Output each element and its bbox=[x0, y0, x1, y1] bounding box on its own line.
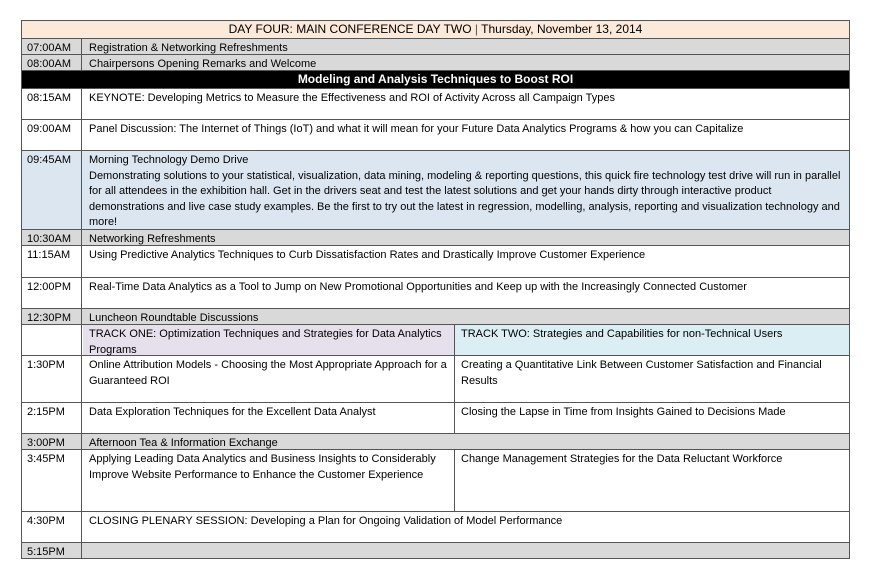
day-date: Thursday, November 13, 2014 bbox=[481, 22, 643, 36]
track-two-session: Change Management Strategies for the Data Reluctant Workforce bbox=[461, 453, 783, 465]
row-1330 bbox=[21, 356, 850, 403]
row-text: KEYNOTE: Developing Metrics to Measure the Effectiveness and ROI of Activity Across all Campaign Types bbox=[89, 92, 615, 104]
row-text: Registration & Networking Refreshments bbox=[89, 42, 288, 54]
header-separator: | bbox=[474, 22, 482, 36]
row-text bbox=[83, 543, 849, 558]
row-description: Demonstrating solutions to your statistical, visualization, data mining, modeling & reporting questions, this quick fire technology test drive will run in parallel for all attendees in the exhibition hall. Get in the drivers seat and test the latest solutions and get your hands dirty through interactive product demonstrations and live case study examples. Be the first to try out the latest in regression, modelling, analysis, reporting and visualization technology and more! bbox=[89, 169, 841, 228]
row-1030 bbox=[21, 230, 850, 246]
row-text: Real-Time Data Analytics as a Tool to Jump on New Promotional Opportunities and Keep up with the Increasingly Connected Customer bbox=[89, 281, 747, 293]
row-text: CLOSING PLENARY SESSION: Developing a Plan for Ongoing Validation of Model Performance bbox=[89, 515, 563, 527]
track-two-session: Closing the Lapse in Time from Insights Gained to Decisions Made bbox=[461, 406, 786, 418]
row-time: 12:00PM bbox=[22, 278, 82, 308]
row-time: 5:15PM bbox=[22, 543, 82, 558]
row-time: 3:45PM bbox=[22, 450, 82, 511]
row-text: Chairpersons Opening Remarks and Welcome bbox=[89, 58, 317, 70]
row-time: 2:15PM bbox=[22, 403, 82, 433]
row-1630 bbox=[21, 512, 850, 543]
day-title: DAY FOUR: MAIN CONFERENCE DAY TWO bbox=[228, 22, 472, 36]
row-time: 09:45AM bbox=[22, 151, 82, 229]
track-one-session: Online Attribution Models - Choosing the Most Appropriate Approach for a Guaranteed ROI bbox=[83, 356, 455, 402]
row-text: Networking Refreshments bbox=[89, 233, 216, 245]
row-text: Using Predictive Analytics Techniques to Curb Dissatisfaction Rates and Drastically Improve Customer Experience bbox=[89, 249, 646, 261]
row-0900 bbox=[21, 120, 850, 151]
row-0800 bbox=[21, 55, 850, 71]
tracks-row bbox=[21, 325, 850, 356]
row-time: 10:30AM bbox=[22, 230, 82, 245]
row-time: 08:00AM bbox=[22, 55, 82, 70]
row-time: 09:00AM bbox=[22, 120, 82, 150]
row-0945 bbox=[21, 151, 850, 230]
row-time: 12:30PM bbox=[22, 309, 82, 324]
row-time: 08:15AM bbox=[22, 89, 82, 119]
row-time: 1:30PM bbox=[22, 356, 82, 402]
row-time: 3:00PM bbox=[22, 434, 82, 449]
row-time: 4:30PM bbox=[22, 512, 82, 542]
track-one-session: Applying Leading Data Analytics and Business Insights to Considerably Improve Website Performance to Enhance the Customer Experience bbox=[83, 450, 455, 511]
row-text: Afternoon Tea & Information Exchange bbox=[89, 437, 278, 449]
row-text: Luncheon Roundtable Discussions bbox=[89, 312, 259, 324]
row-1500 bbox=[21, 434, 850, 450]
day-header bbox=[21, 20, 850, 39]
row-time: 07:00AM bbox=[22, 39, 82, 54]
row-0815 bbox=[21, 89, 850, 120]
agenda-table bbox=[21, 20, 850, 559]
row-1200 bbox=[21, 278, 850, 309]
row-text: Panel Discussion: The Internet of Things (IoT) and what it will mean for your Future Data Analytics Programs & how you can Capitalize bbox=[89, 123, 744, 135]
row-1545 bbox=[21, 450, 850, 512]
row-1115 bbox=[21, 246, 850, 278]
section-title: Modeling and Analysis Techniques to Boost ROI bbox=[21, 71, 850, 89]
row-time-empty bbox=[22, 325, 82, 355]
row-1230 bbox=[21, 309, 850, 325]
track-one-session: Data Exploration Techniques for the Excellent Data Analyst bbox=[83, 403, 455, 433]
row-0700 bbox=[21, 39, 850, 55]
row-1415 bbox=[21, 403, 850, 434]
track-two-session: Creating a Quantitative Link Between Customer Satisfaction and Financial Results bbox=[461, 359, 822, 387]
row-title: Morning Technology Demo Drive bbox=[89, 154, 249, 166]
track-one-heading: TRACK ONE: Optimization Techniques and Strategies for Data Analytics Programs bbox=[83, 325, 455, 355]
row-time: 11:15AM bbox=[22, 246, 82, 277]
row-1715 bbox=[21, 543, 850, 559]
track-two-heading: TRACK TWO: Strategies and Capabilities for non-Technical Users bbox=[455, 325, 849, 355]
row-content bbox=[83, 151, 849, 229]
